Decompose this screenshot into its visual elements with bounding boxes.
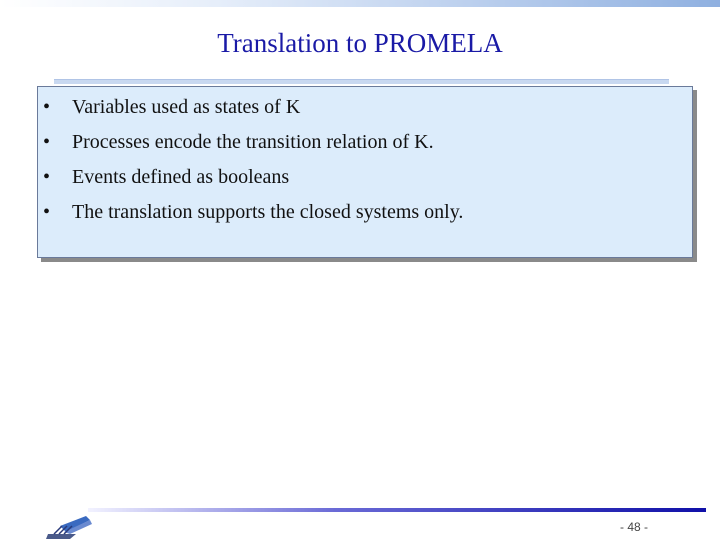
- bullet-text: The translation supports the closed systems only.: [72, 201, 464, 223]
- bullet-dot-icon: •: [43, 96, 51, 118]
- bullet-item: [43, 195, 463, 230]
- institution-logo-icon: [46, 512, 94, 540]
- bullet-list: [43, 90, 463, 230]
- bullet-item: [43, 160, 463, 195]
- bullet-text: Variables used as states of K: [72, 96, 301, 118]
- bullet-dot-icon: •: [43, 131, 51, 153]
- top-decorative-bar: [0, 0, 720, 7]
- page-number: - 48 -: [620, 520, 649, 534]
- box-top-strip: [54, 79, 669, 84]
- bullet-dot-icon: •: [43, 166, 51, 188]
- slide-title: Translation to PROMELA: [217, 28, 503, 58]
- bullet-item: [43, 125, 463, 160]
- footer-line: [88, 508, 706, 512]
- bullet-text: Processes encode the transition relation of K.: [72, 131, 434, 153]
- bullet-dot-icon: •: [43, 201, 51, 223]
- bullet-item: [43, 90, 463, 125]
- bullet-text: Events defined as booleans: [72, 166, 290, 188]
